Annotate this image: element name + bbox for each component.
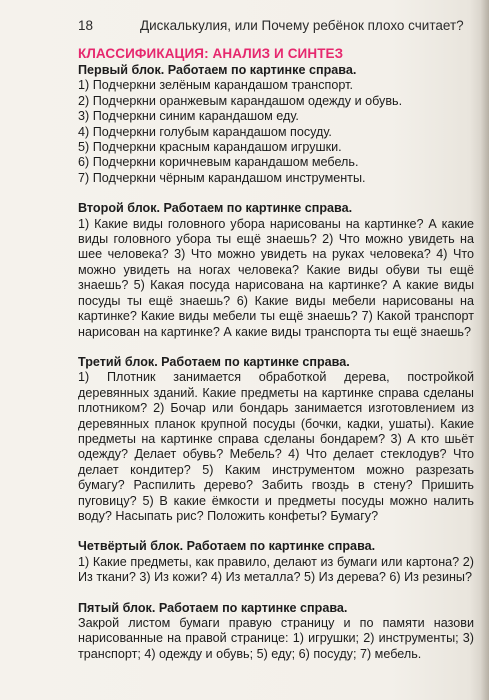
block-1 (78, 63, 474, 186)
section-title: КЛАССИФИКАЦИЯ: АНАЛИЗ И СИНТЕЗ (78, 46, 344, 61)
block-paragraph: 1) Какие виды головного убора нарисованы на картинке? А какие виды головного убора ты ещё знаешь? 2) Что можно увидеть на шее человека? 3) Что можно увидеть на руках человека? 4) Что можно увидеть на ногах человека? Какие виды обуви ты ещё знаешь? 5) Какая посуда нарисована на картинке? А какие виды посуды ты ещё знаешь? 6) Какие виды мебели нарисованы на картинке? Какие виды мебели ты ещё знаешь? 7) Какой транспорт нарисован на картинке? А какие виды транспорта ты ещё знаешь? (78, 216, 474, 339)
block-paragraph: 1) Какие предметы, как правило, делают из бумаги или картона? 2) Из ткани? 3) Из кожи? 4) Из металла? 5) Из дерева? 6) Из резины? (78, 554, 474, 585)
list-item: 4) Подчеркни голубым карандашом посуду. (78, 124, 332, 139)
list-item: 5) Подчеркни красным карандашом игрушки. (78, 140, 342, 155)
running-title: Дискалькулия, или Почему ребёнок плохо считает? (140, 18, 464, 33)
block-title: Второй блок. Работаем по картинке справа. (78, 201, 353, 216)
page-content (78, 63, 474, 662)
block-5 (78, 601, 474, 663)
block-2 (78, 201, 474, 340)
list-item: 6) Подчеркни коричневым карандашом мебель. (78, 155, 359, 170)
block-paragraph: Закрой листом бумаги правую страницу и по памяти назови нарисованные на правой странице: 1) игрушки; 2) инструменты; 3) транспорт; 4) одежду и обувь; 5) еду; 6) посуду; 7) мебель. (78, 616, 474, 661)
block-title: Третий блок. Работаем по картинке справа. (78, 354, 350, 369)
block-title: Четвёртый блок. Работаем по картинке справа. (78, 539, 376, 554)
block-4 (78, 539, 474, 585)
list-item: 1) Подчеркни зелёным карандашом транспорт. (78, 78, 353, 93)
list-item: 2) Подчеркни оранжевым карандашом одежду и обувь. (78, 93, 403, 108)
block-paragraph: 1) Плотник занимается обработкой дерева, постройкой деревянных зданий. Какие предметы на картинке справа сделаны плотником? 2) Бочар или бондарь занимается изготовлением из деревянных планок крупной посуды (бочки, кадки, ушаты). Какие предметы на картинке справа сделаны бондарем? 3) А кто шьёт одежду? Делает обувь? Мебель? 4) Что делает стеклодув? Что делает кондитер? 5) Каким инструментом можно разрезать бумагу? Распилить дерево? Забить гвоздь в стену? Пришить пуговицу? 5) В какие ёмкости и предметы посуды можно налить воду? Насыпать рис? Положить конфеты? Бумагу? (78, 370, 474, 523)
block-title: Первый блок. Работаем по картинке справа. (78, 63, 357, 77)
block-title: Пятый блок. Работаем по картинке справа. (78, 600, 348, 615)
block-3 (78, 355, 474, 524)
list-item: 3) Подчеркни синим карандашом еду. (78, 109, 299, 124)
list-item: 7) Подчеркни чёрным карандашом инструменты. (78, 170, 366, 185)
page-number: 18 (78, 18, 94, 33)
running-header (78, 18, 478, 38)
book-spine-shadow (481, 0, 489, 700)
